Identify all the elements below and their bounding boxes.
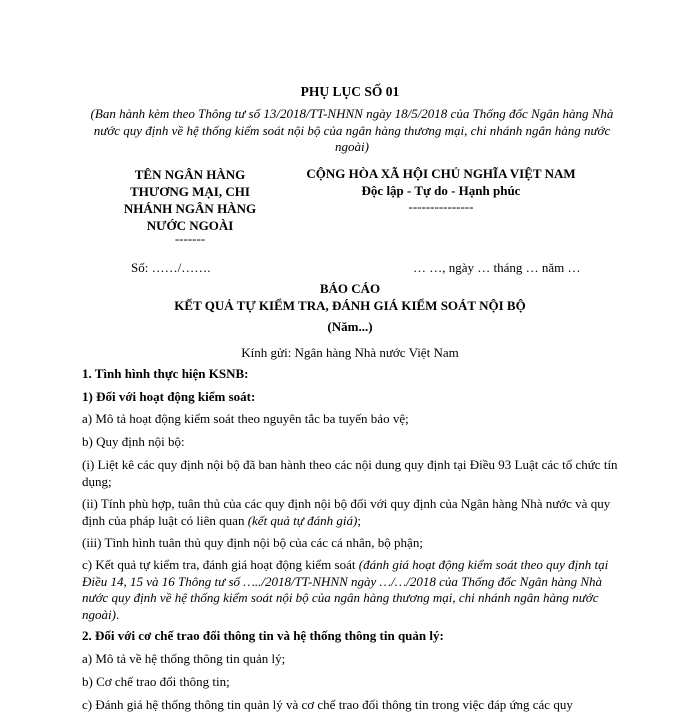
- motto-dashes: ---------------: [408, 199, 474, 214]
- sub1-heading: 1) Đối với hoạt động kiểm soát:: [82, 389, 256, 404]
- item2-a: a) Mô tả về hệ thống thông tin quản lý;: [82, 651, 286, 666]
- item2-b: b) Cơ chế trao đổi thông tin;: [82, 674, 230, 689]
- document-date: … …, ngày … tháng … năm …: [413, 260, 581, 275]
- item-ii: [82, 496, 622, 529]
- report-subject: KẾT QUẢ TỰ KIỂM TRA, ĐÁNH GIÁ KIỂM SOÁT NỘI BỘ: [174, 298, 526, 313]
- section2-heading: 2. Đối với cơ chế trao đổi thông tin và hệ thống thông tin quản lý:: [82, 628, 444, 643]
- report-year: (Năm...): [327, 319, 373, 334]
- item-i: (i) Liệt kê các quy định nội bộ đã ban hành theo các nội dung quy định tại Điều 93 Luật các tổ chức tín dụng;: [82, 457, 618, 489]
- appendix-title: PHỤ LỤC SỐ 01: [300, 84, 400, 99]
- item-ii-end: ;: [357, 512, 361, 528]
- bank-dashes: -------: [174, 231, 206, 246]
- item2-c: c) Đánh giá hệ thống thông tin quản lý và cơ chế trao đổi thông tin trong việc đáp ứng các quy: [82, 697, 573, 712]
- item-ii-italic: (kết quả tự đánh giá): [247, 512, 358, 528]
- item-c-italic: (đánh giá hoạt động kiểm soát theo quy định tại Điều 14, 15 và 16 Thông tư số …../2018/TT-NHNN ngày …/…/2018 của Thống đốc Ngân hàng Nhà nước quy định về hệ thống kiểm soát nội bộ của ngân hàng thương mại, chi nhánh ngân hàng nước ngoài): [82, 557, 609, 622]
- issued-note: (Ban hành kèm theo Thông tư số 13/2018/TT-NHNN ngày 18/5/2018 của Thống đốc Ngân hàng Nhà nước quy định về hệ thống kiểm soát nội bộ của ngân hàng thương mại, chi nhánh ngân hàng nước ngoài): [90, 106, 614, 154]
- recipient: Kính gửi: Ngân hàng Nhà nước Việt Nam: [241, 345, 459, 360]
- section1-heading: 1. Tình hình thực hiện KSNB:: [82, 366, 249, 381]
- report-title: BÁO CÁO: [319, 281, 381, 296]
- motto: Độc lập - Tự do - Hạnh phúc: [361, 183, 521, 198]
- item-c: [82, 557, 622, 623]
- item-a: a) Mô tả hoạt động kiểm soát theo nguyên tắc ba tuyến bảo vệ;: [82, 411, 409, 426]
- item-ii-text: (ii) Tính phù hợp, tuân thủ của các quy định nội bộ đối với quy định của Ngân hàng Nhà nước và quy định của pháp luật có liên quan: [82, 496, 611, 528]
- republic-heading: CỘNG HÒA XÃ HỘI CHỦ NGHĨA VIỆT NAM: [306, 166, 576, 181]
- bank-name-line: NHÁNH NGÂN HÀNG: [123, 201, 257, 216]
- bank-name-line: NƯỚC NGOÀI: [146, 218, 234, 233]
- bank-name: [100, 166, 280, 234]
- item-iii: (iii) Tình hình tuân thủ quy định nội bộ của các cá nhân, bộ phận;: [82, 535, 423, 550]
- bank-name-line: TÊN NGÂN HÀNG: [134, 167, 246, 182]
- document-number: Số: ……/…….: [131, 260, 211, 275]
- item-c-text: c) Kết quả tự kiểm tra, đánh giá hoạt động kiểm soát: [82, 557, 359, 572]
- item-c-end: .: [115, 606, 120, 622]
- item-b: b) Quy định nội bộ:: [82, 434, 185, 449]
- bank-name-line: THƯƠNG MẠI, CHI: [130, 184, 250, 199]
